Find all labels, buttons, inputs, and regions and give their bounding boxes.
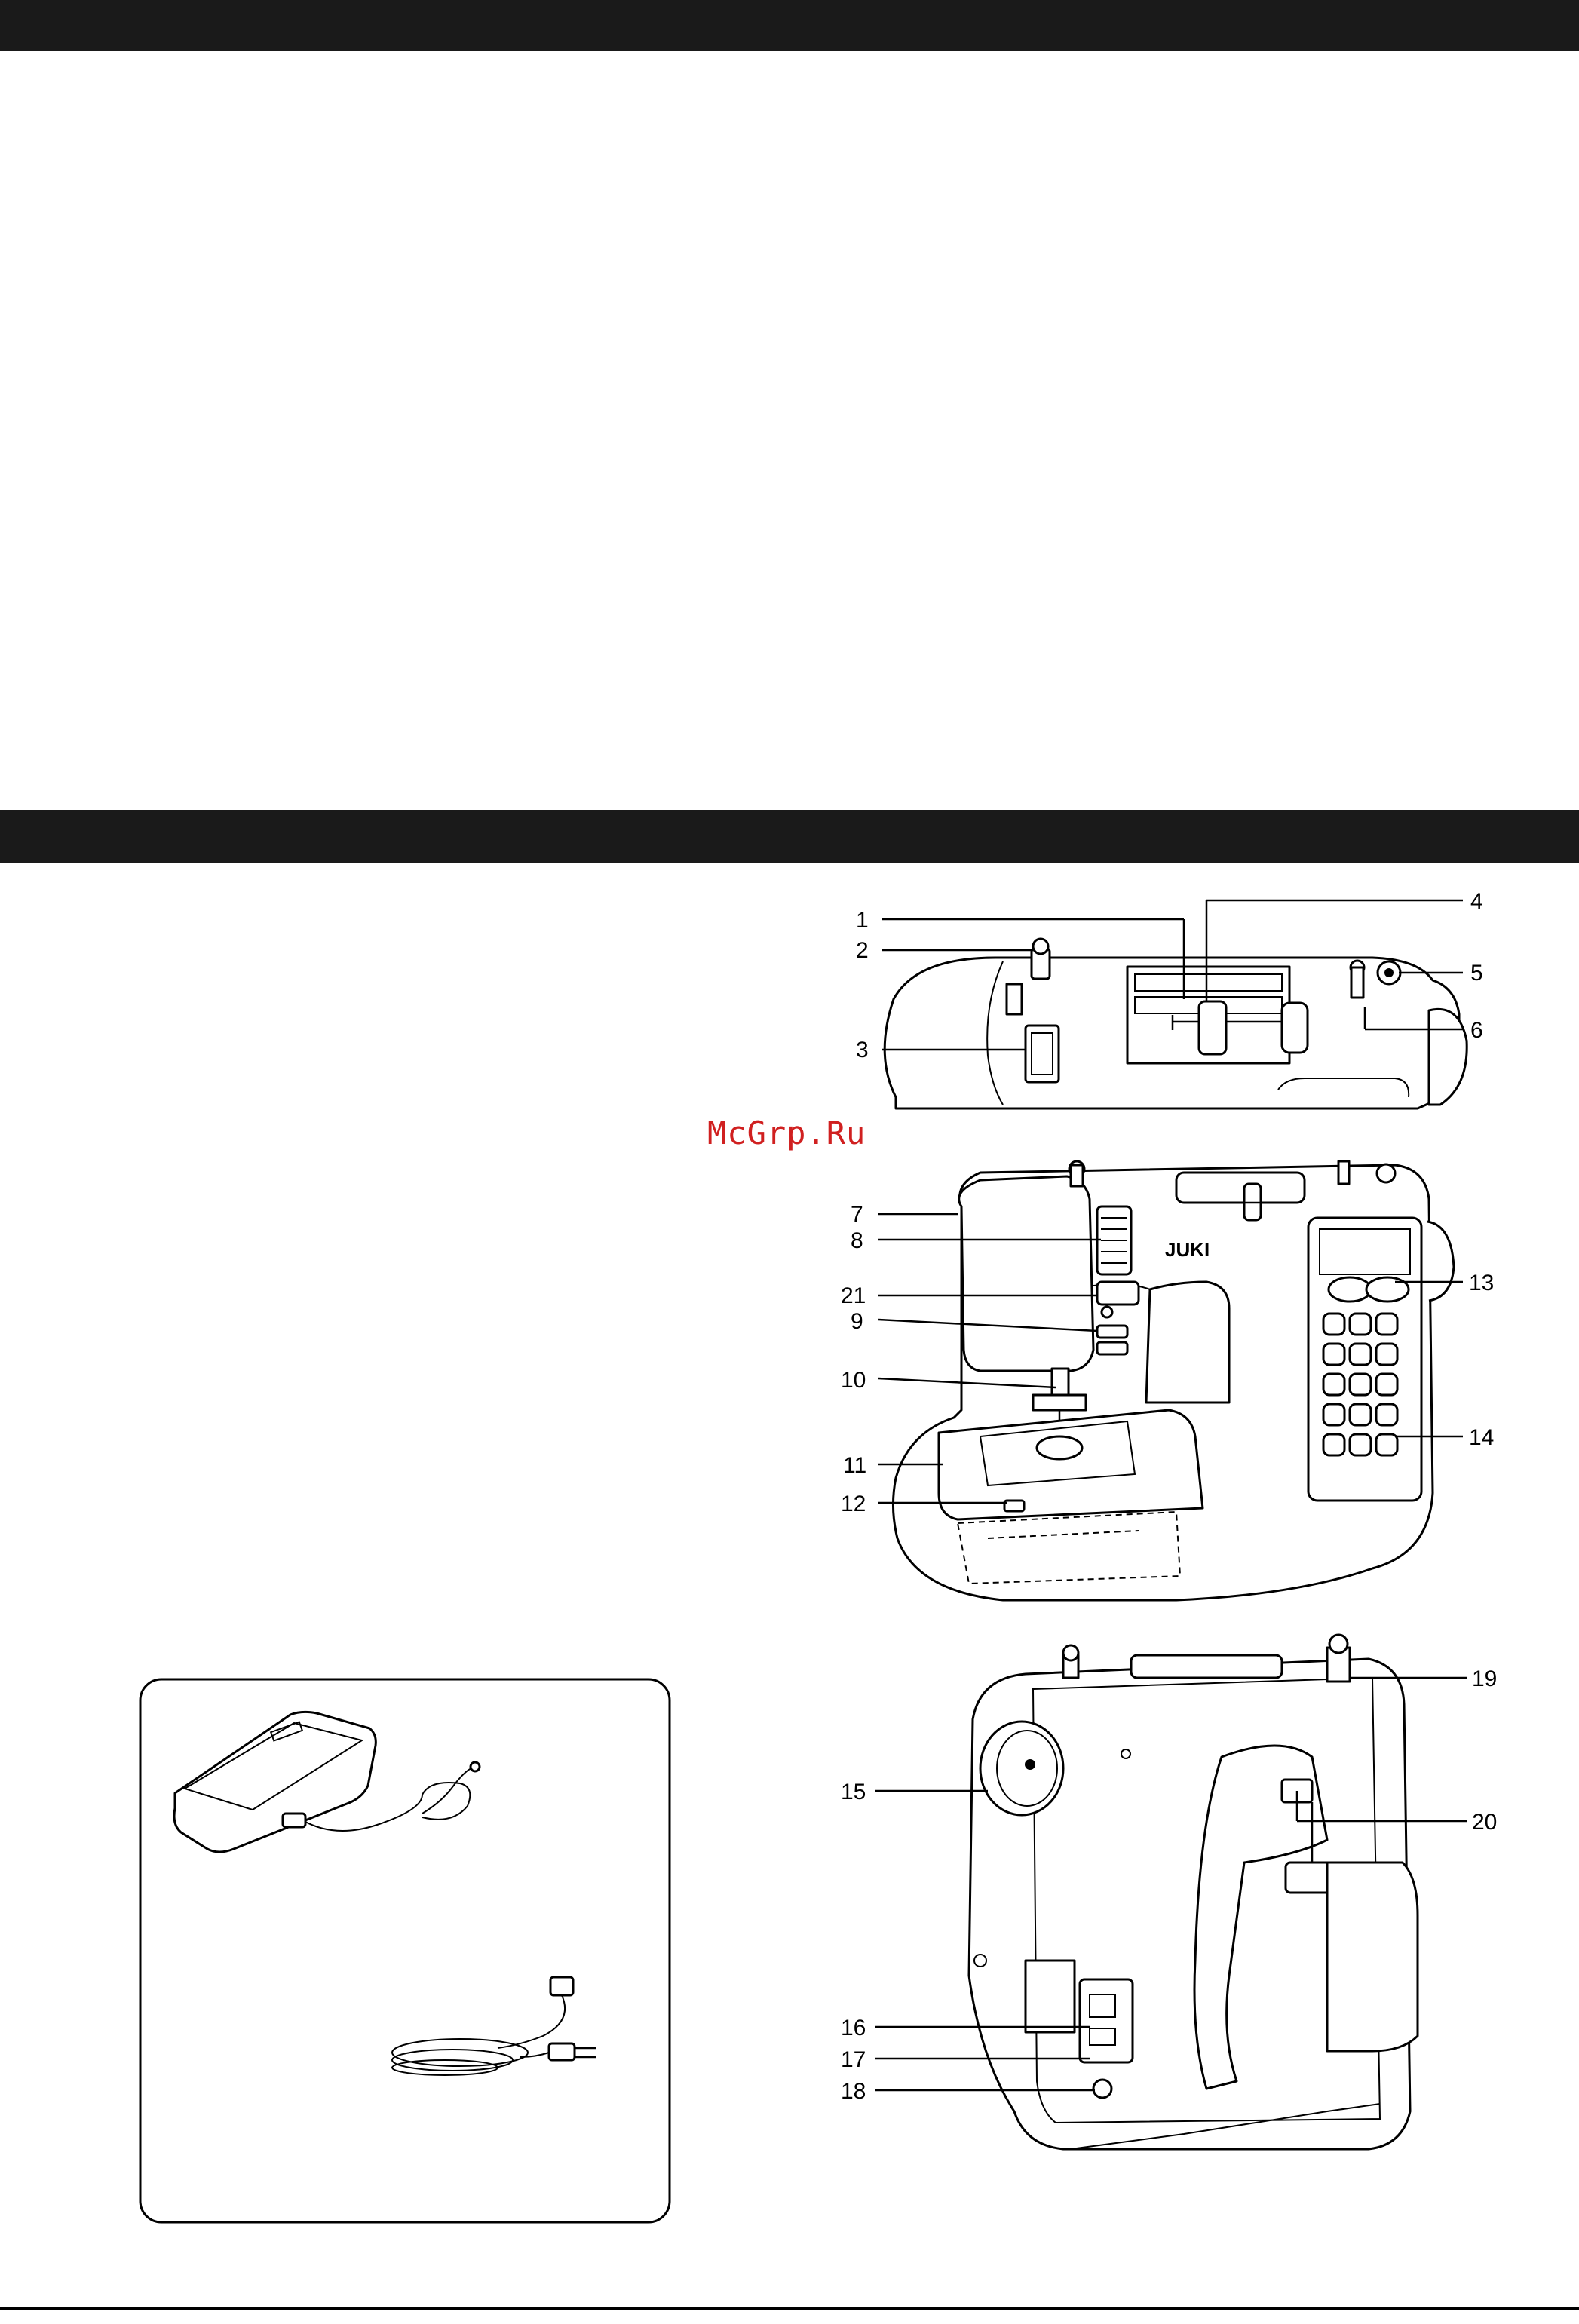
callout-2: 2 (856, 938, 869, 963)
callout-13: 13 (1469, 1271, 1495, 1295)
stitch-pattern-grid (1323, 1314, 1397, 1455)
foot-controller-illustration (174, 1712, 480, 1852)
accessories-box (140, 1679, 670, 2222)
front-view-figure (841, 1161, 1494, 1600)
callout-11: 11 (843, 1453, 867, 1478)
callout-8: 8 (851, 1228, 863, 1253)
watermark: McGrp.Ru (707, 1114, 866, 1151)
callout-20: 20 (1472, 1810, 1498, 1835)
callout-16: 16 (841, 2016, 866, 2040)
callout-12: 12 (841, 1492, 866, 1516)
callout-21: 21 (841, 1283, 866, 1308)
callout-9: 9 (851, 1309, 863, 1334)
callout-17: 17 (841, 2047, 866, 2072)
callout-4: 4 (1470, 889, 1483, 914)
power-cord-illustration (392, 1977, 596, 2075)
callout-19: 19 (1472, 1666, 1498, 1691)
callout-6: 6 (1470, 1018, 1483, 1043)
callout-5: 5 (1470, 961, 1483, 986)
callout-15: 15 (841, 1780, 866, 1804)
top-view-figure (856, 889, 1483, 1108)
brand-logo: JUKI (1165, 1238, 1210, 1261)
callout-10: 10 (841, 1368, 866, 1393)
callout-14: 14 (1469, 1425, 1495, 1450)
callout-1: 1 (856, 908, 869, 933)
rear-view-figure (841, 1635, 1497, 2149)
callout-3: 3 (856, 1038, 869, 1062)
callout-18: 18 (841, 2079, 866, 2104)
callout-7: 7 (851, 1202, 863, 1227)
